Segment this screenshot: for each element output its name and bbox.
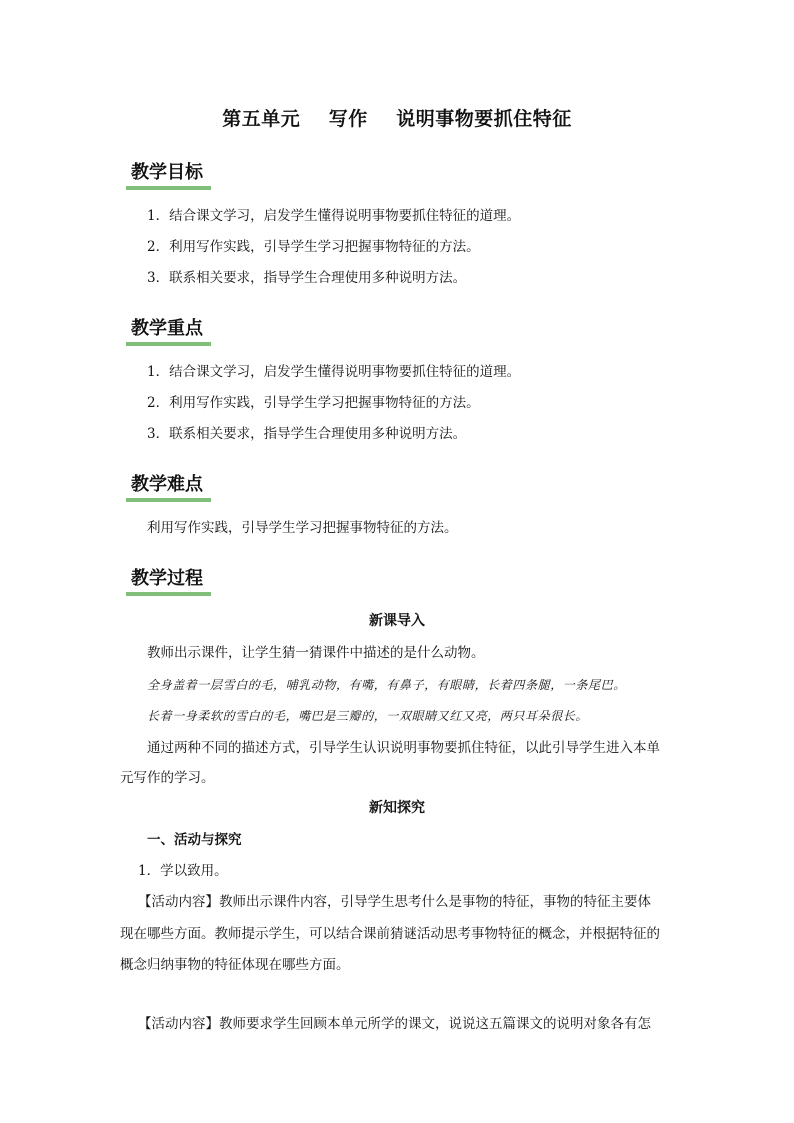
section-heading-process: 教学过程 — [126, 566, 211, 596]
keypoint-item-2: 2．利用写作实践，引导学生学习把握事物特征的方法。 — [147, 395, 480, 411]
intro-paragraph: 教师出示课件，让学生猜一猜课件中描述的是什么动物。 — [147, 645, 485, 661]
activity-item-1: 1．学以致用。 — [138, 863, 228, 879]
activity-one-line-2: 现在哪些方面。教师提示学生，可以结合课前猜谜活动思考事物特征的概念，并根据特征的 — [120, 926, 660, 942]
subheading-explore: 新知探究 — [369, 800, 425, 816]
activity-two-line-1: 【活动内容】教师要求学生回顾本单元所学的课文，说说这五篇课文的说明对象各有怎 — [138, 1016, 651, 1032]
keypoint-item-1: 1．结合课文学习，启发学生懂得说明事物要抓住特征的道理。 — [147, 364, 521, 380]
subheading-intro: 新课导入 — [369, 613, 425, 629]
activity-one-line-3: 概念归纳事物的特征体现在哪些方面。 — [120, 957, 350, 973]
keypoint-item-3: 3．联系相关要求，指导学生合理使用多种说明方法。 — [147, 426, 467, 442]
goal-item-1: 1．结合课文学习，启发学生懂得说明事物要抓住特征的道理。 — [147, 208, 521, 224]
activity-one-line-1: 【活动内容】教师出示课件内容，引导学生思考什么是事物的特征，事物的特征主要体 — [138, 894, 651, 910]
goal-item-2: 2．利用写作实践，引导学生学习把握事物特征的方法。 — [147, 239, 480, 255]
difficulty-text: 利用写作实践，引导学生学习把握事物特征的方法。 — [147, 520, 458, 536]
transition-paragraph-line-1: 通过两种不同的描述方式，引导学生认识说明事物要抓住特征，以此引导学生进入本单 — [147, 740, 660, 756]
transition-paragraph-line-2: 元写作的学习。 — [120, 770, 215, 786]
goal-item-3: 3．联系相关要求，指导学生合理使用多种说明方法。 — [147, 270, 467, 286]
description-two: 长着一身柔软的雪白的毛，嘴巴是三瓣的，一双眼睛又红又亮，两只耳朵很长。 — [147, 709, 589, 723]
section-heading-difficulty: 教学难点 — [126, 472, 211, 502]
section-heading-keypoints: 教学重点 — [126, 316, 211, 346]
section-heading-goals: 教学目标 — [126, 160, 211, 190]
page-title: 第五单元 写作 说明事物要抓住特征 — [222, 108, 572, 130]
description-one: 全身盖着一层雪白的毛，哺乳动物，有嘴，有鼻子，有眼睛，长着四条腿，一条尾巴。 — [147, 678, 626, 692]
activity-heading: 一、活动与探究 — [147, 832, 242, 848]
